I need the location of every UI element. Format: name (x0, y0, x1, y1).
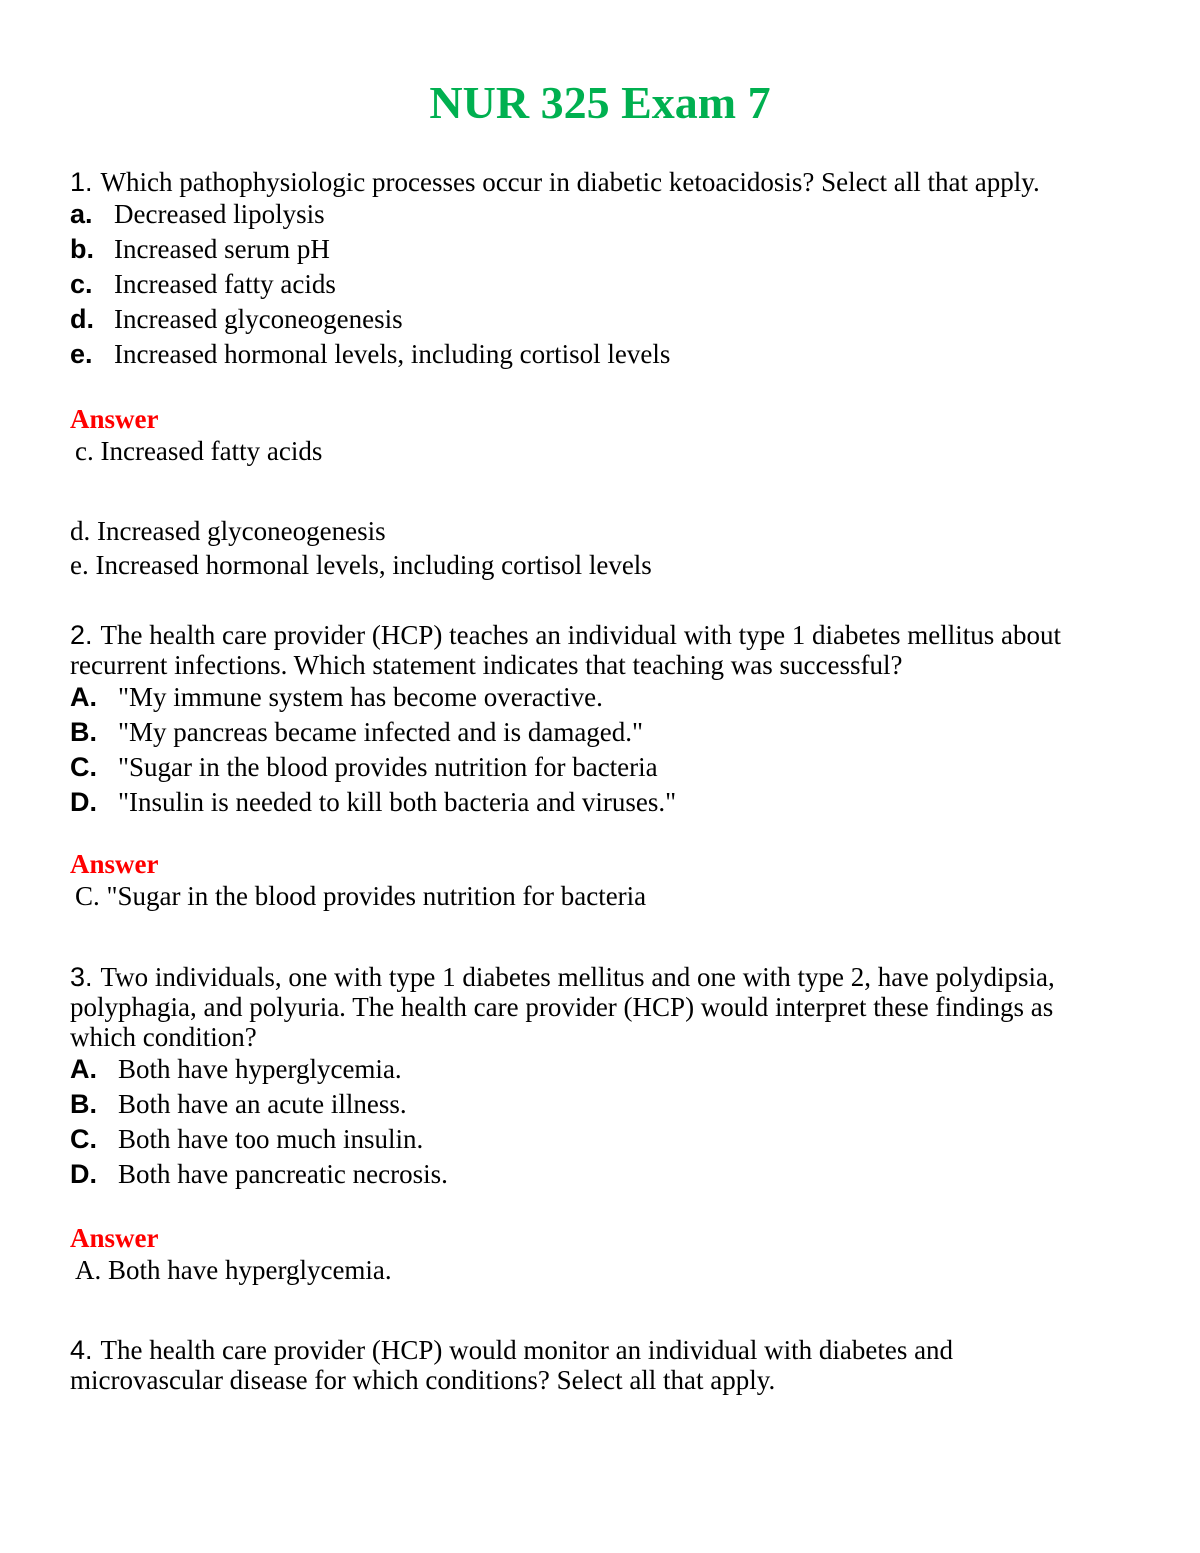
option-a: A. "My immune system has become overactive. (70, 682, 603, 712)
question-2-stem-line2: recurrent infections. Which statement indicates that teaching was successful? (70, 650, 903, 680)
question-3 (70, 962, 1124, 1192)
question-4 (70, 1335, 1124, 1395)
question-number: 3. (70, 962, 93, 992)
question-number: 1. (70, 167, 93, 197)
option-d: D. Both have pancreatic necrosis. (70, 1159, 448, 1189)
answer-3 (70, 1223, 1124, 1287)
answer-label: Answer (70, 1223, 159, 1253)
question-number: 2. (70, 620, 93, 650)
option-b: b. Increased serum pH (70, 234, 330, 264)
option-d: d. Increased glyconeogenesis (70, 304, 403, 334)
question-text: The health care provider (HCP) teaches an individual with type 1 diabetes mellitus about (100, 620, 1061, 650)
answer-text: C. "Sugar in the blood provides nutrition for bacteria (75, 881, 647, 911)
option-b: B. Both have an acute illness. (70, 1089, 407, 1119)
answer-text: e. Increased hormonal levels, including cortisol levels (70, 550, 652, 580)
option-c: C. Both have too much insulin. (70, 1124, 424, 1154)
option-c: c. Increased fatty acids (70, 269, 336, 299)
answer-text: c. Increased fatty acids (75, 436, 323, 466)
option-a: A. Both have hyperglycemia. (70, 1054, 402, 1084)
answer-1 (70, 404, 1124, 468)
question-text: Which pathophysiologic processes occur in diabetic ketoacidosis? Select all that apply. (100, 167, 1040, 197)
answer-label: Answer (70, 849, 159, 879)
option-b: B. "My pancreas became infected and is damaged." (70, 717, 644, 747)
option-c: C. "Sugar in the blood provides nutrition for bacteria (70, 752, 658, 782)
question-4-stem-line1 (70, 1335, 1124, 1365)
question-number: 4. (70, 1335, 93, 1365)
option-a: a. Decreased lipolysis (70, 199, 325, 229)
option-e: e. Increased hormonal levels, including cortisol levels (70, 339, 671, 369)
question-4-stem-line2: microvascular disease for which conditions? Select all that apply. (70, 1365, 776, 1395)
question-2 (70, 620, 1124, 820)
option-d: D. "Insulin is needed to kill both bacteria and viruses." (70, 787, 677, 817)
question-1 (70, 167, 1124, 372)
question-1-stem (70, 167, 1124, 197)
question-3-stem-line2: polyphagia, and polyuria. The health care provider (HCP) would interpret these findings as (70, 992, 1054, 1022)
question-3-stem-line1 (70, 962, 1124, 992)
document-title: NUR 325 Exam 7 (429, 77, 771, 128)
question-text: Two individuals, one with type 1 diabetes mellitus and one with type 2, have polydipsia, (100, 962, 1055, 992)
question-2-stem-line1 (70, 620, 1124, 650)
answer-2 (70, 849, 1124, 913)
answer-text: A. Both have hyperglycemia. (75, 1255, 392, 1285)
answer-label: Answer (70, 404, 159, 434)
answer-1-continued (70, 514, 1124, 582)
question-3-stem-line3: which condition? (70, 1022, 257, 1052)
answer-text: d. Increased glyconeogenesis (70, 516, 386, 546)
question-text: The health care provider (HCP) would monitor an individual with diabetes and (100, 1335, 954, 1365)
